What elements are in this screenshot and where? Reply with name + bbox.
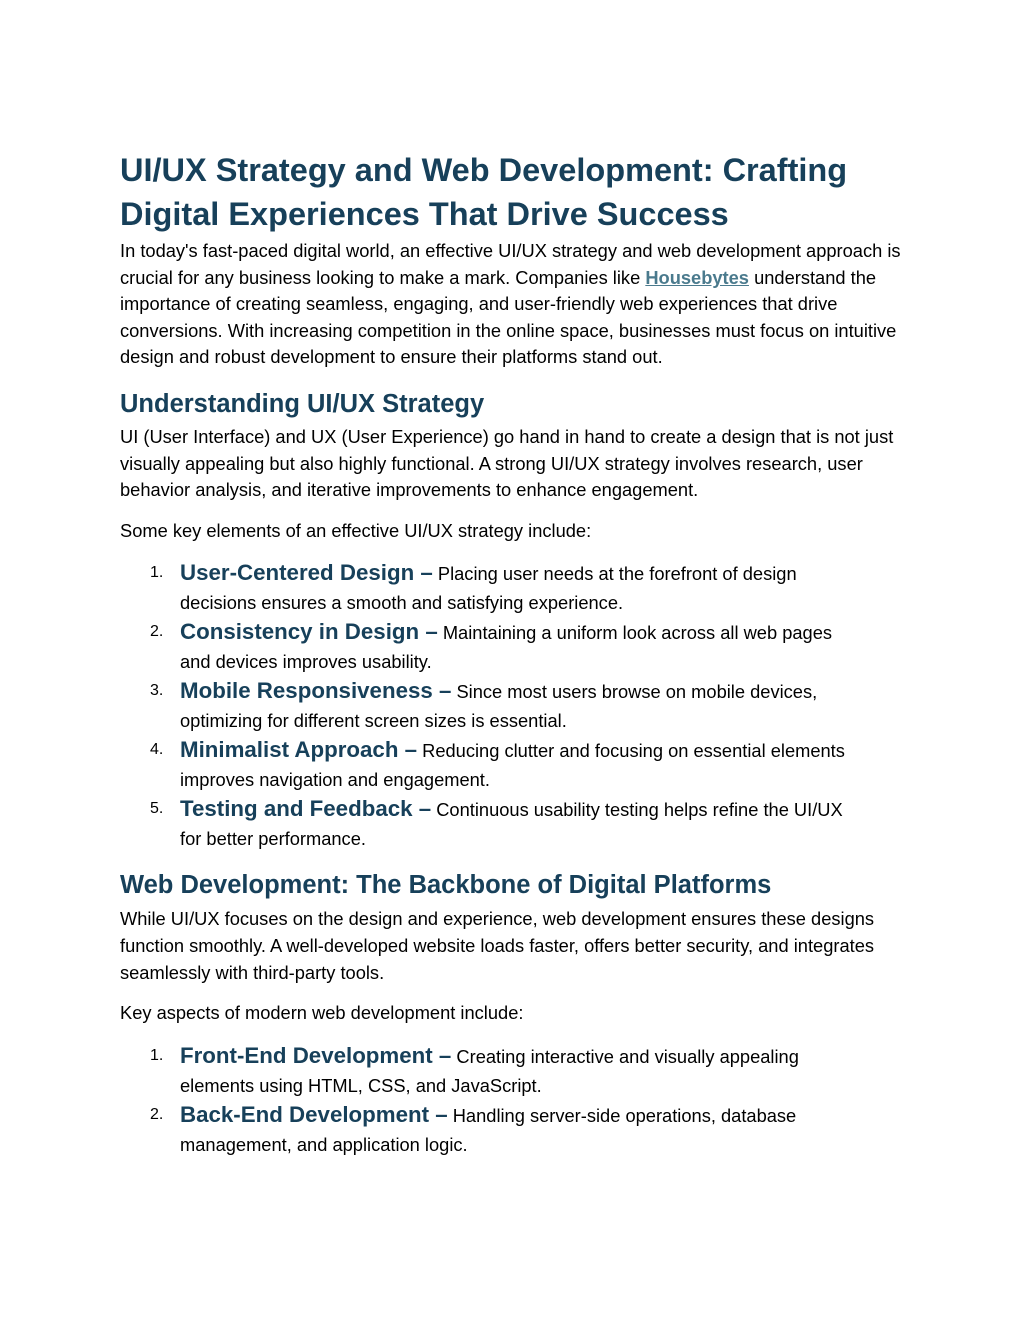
housebytes-link[interactable]: Housebytes xyxy=(645,266,749,288)
list-item-text-continued: management, and application logic. xyxy=(180,1133,468,1155)
list-item-text: Maintaining a uniform look across all web pages xyxy=(442,622,833,644)
list-item-number: 2. xyxy=(150,1105,164,1123)
intro-text-after-link: understand the importance of creating seamless, engaging, and user-friendly web experiences that drive conversions. With increasing competition in the online space, businesses must focus on intuitive design and robust development to ensure their platforms stand out. xyxy=(120,266,897,368)
section2-paragraph: While UI/UX focuses on the design and experience, web development ensures these designs function smoothly. A well-developed website loads faster, offers better security, and integrates seamlessly with third-party tools. xyxy=(120,908,875,983)
list-item-text-continued: elements using HTML, CSS, and JavaScript. xyxy=(180,1074,542,1096)
list-item-term: Consistency in Design – xyxy=(180,619,438,645)
list-item xyxy=(120,1041,910,1100)
list-item-text-continued: decisions ensures a smooth and satisfying experience. xyxy=(180,592,624,614)
list-item-text: Placing user needs at the forefront of design xyxy=(437,563,797,585)
section-heading-web-development: Web Development: The Backbone of Digital Platforms xyxy=(120,871,772,900)
list-item xyxy=(120,617,910,676)
intro-paragraph xyxy=(120,238,910,371)
list-item-number: 1. xyxy=(150,1046,164,1064)
list-item-text: Continuous usability testing helps refine the UI/UX xyxy=(436,799,843,821)
list-item xyxy=(120,558,910,617)
list-item-text: Since most users browse on mobile devices, xyxy=(456,681,818,703)
list-item-number: 2. xyxy=(150,623,164,641)
list-item-text: Reducing clutter and focusing on essential elements xyxy=(422,740,845,762)
intro-text-before-link: In today's fast-paced digital world, an effective UI/UX strategy and web development approach is crucial for any business looking to make a mark. Companies like xyxy=(120,240,901,288)
web-development-aspects-list xyxy=(120,1041,910,1159)
document-page xyxy=(120,148,910,1159)
list-item-text-continued: improves navigation and engagement. xyxy=(180,769,490,791)
list-item xyxy=(120,794,910,853)
list-item xyxy=(120,735,910,794)
list-item-text-continued: for better performance. xyxy=(180,828,366,850)
list-item-term: User-Centered Design – xyxy=(180,560,433,586)
list-item-number: 1. xyxy=(150,564,164,582)
page-title-line-2: Digital Experiences That Drive Success xyxy=(120,196,729,232)
list-item-number: 4. xyxy=(150,741,164,759)
list-item-number: 5. xyxy=(150,800,164,818)
page-title-line-1: UI/UX Strategy and Web Development: Crafting xyxy=(120,152,848,188)
list-item-text-continued: optimizing for different screen sizes is essential. xyxy=(180,710,567,732)
section1-paragraph: UI (User Interface) and UX (User Experience) go hand in hand to create a design that is not just visually appealing but also highly functional. A strong UI/UX strategy involves research, user behavior analysis, and iterative improvements to enhance engagement. xyxy=(120,425,894,501)
section-heading-uiux-strategy: Understanding UI/UX Strategy xyxy=(120,389,485,418)
list-item-text-continued: and devices improves usability. xyxy=(180,651,432,673)
list-item-term: Back-End Development – xyxy=(180,1101,448,1127)
list-item-term: Testing and Feedback – xyxy=(180,796,432,822)
list-item-number: 3. xyxy=(150,682,164,700)
list-item-term: Minimalist Approach – xyxy=(180,737,418,763)
uiux-elements-list xyxy=(120,558,910,853)
section1-list-intro: Some key elements of an effective UI/UX strategy include: xyxy=(120,519,592,541)
page-title xyxy=(120,148,910,236)
list-item-text: Creating interactive and visually appealing xyxy=(456,1045,799,1067)
list-item-text: Handling server-side operations, database xyxy=(452,1104,797,1126)
list-item xyxy=(120,676,910,735)
list-item-term: Mobile Responsiveness – xyxy=(180,678,452,704)
list-item xyxy=(120,1100,910,1159)
section2-list-intro: Key aspects of modern web development include: xyxy=(120,1002,524,1024)
list-item-term: Front-End Development – xyxy=(180,1042,452,1068)
